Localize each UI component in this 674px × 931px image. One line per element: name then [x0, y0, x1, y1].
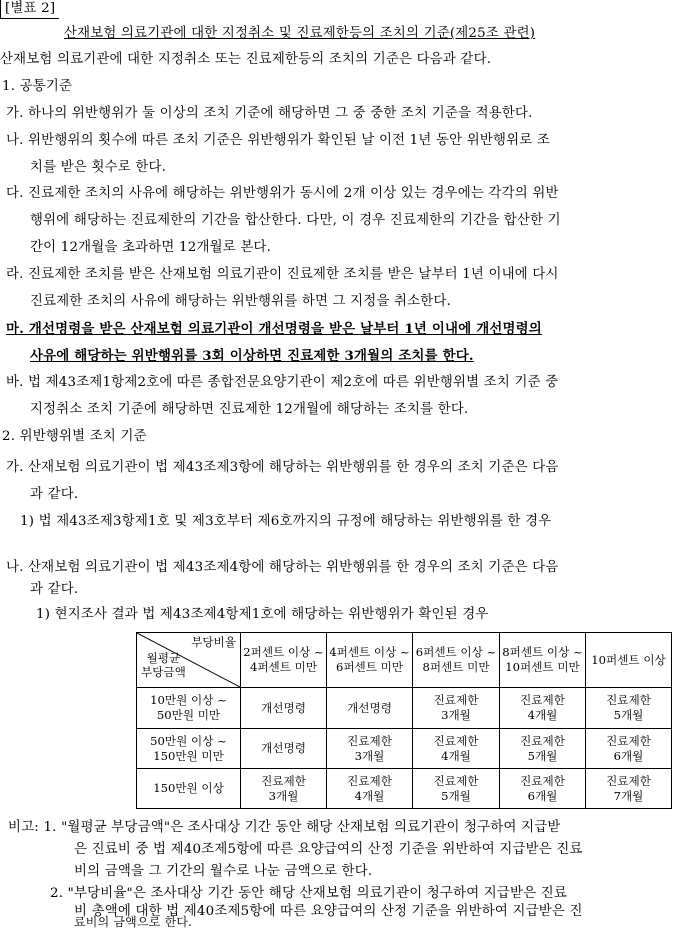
section-1-heading: 1. 공통기준 [2, 79, 73, 94]
corner-label-ratio: 부당비율 [191, 635, 236, 649]
col-header: 10퍼센트 이상 [586, 633, 672, 688]
table-header-row [137, 633, 672, 688]
table-row [137, 688, 672, 729]
clause-2-na-line-2: 과 같다. [30, 582, 79, 597]
clause-1-ma-line-1: 마. 개선명령을 받은 산재보험 의료기관이 개선명령을 받은 날부터 1년 이내에 개선명령의 [6, 321, 542, 337]
table-cell: 진료제한 5개월 [586, 688, 672, 729]
table-cell: 진료제한 7개월 [586, 769, 672, 809]
table-cell: 진료제한 5개월 [500, 729, 586, 769]
clause-2-na-line-1: 나. 산재보험 의료기관이 법 제43조제4항에 해당하는 위반행위를 한 경우의 조치 기준은 다음 [6, 560, 559, 575]
clause-1-ba-line-1: 바. 법 제43조제1항제2호에 따른 종합전문요양기관이 제2호에 따른 위반행위별 조치 기준 중 [6, 375, 559, 390]
intro-paragraph: 산재보험 의료기관에 대한 지정취소 또는 진료제한등의 조치의 기준은 다음과 같다. [0, 52, 492, 67]
note-2-line-3: 료비의 금액으로 한다. [74, 915, 193, 929]
table-cell: 진료제한 3개월 [327, 729, 413, 769]
clause-1-ma-line-2: 사유에 해당하는 위반행위를 3회 이상하면 진료제한 3개월의 조치를 한다. [30, 348, 474, 364]
clause-1-na-line-1: 나. 위반행위의 횟수에 따른 조치 기준은 위반행위가 확인된 날 이전 1년 동안 위반행위로 조 [6, 133, 550, 148]
clause-1-ra-line-1: 라. 진료제한 조치를 받은 산재보험 의료기관이 진료제한 조치를 받은 날부터 1년 이내에 다시 [6, 267, 559, 282]
clause-1-da-line-1: 다. 진료제한 조치의 사유에 해당하는 위반행위가 동시에 2개 이상 있는 경우에는 각각의 위반 [6, 186, 559, 201]
col-header: 6퍼센트 이상 ~ 8퍼센트 미만 [413, 633, 500, 688]
corner-label-amount: 월평균 부당금액 [141, 651, 186, 679]
clause-1-da-line-3: 간이 12개월을 초과하면 12개월로 본다. [30, 240, 272, 255]
clause-1-da-line-2: 행위에 해당하는 진료제한의 기간을 합산한다. 다만, 이 경우 진료제한의 기간을 합산한 기 [30, 213, 561, 228]
note-1-line-2: 은 진료비 중 법 제40조제5항에 따른 요양급여의 산정 기준을 위반하여 지급받은 진료 [74, 842, 583, 857]
table-corner-cell [137, 633, 241, 688]
table-cell: 진료제한 3개월 [241, 769, 327, 809]
clause-2-ga-line-1: 가. 산재보험 의료기관이 법 제43조제3항에 해당하는 위반행위를 한 경우의 조치 기준은 다음 [6, 460, 559, 475]
note-2-line-2: 비 총액에 대한 법 제40조제5항에 따른 요양급여의 산정 기준을 위반하여 지급받은 진 [74, 904, 583, 919]
table-cell: 진료제한 4개월 [413, 729, 500, 769]
section-2-heading: 2. 위반행위별 조치 기준 [2, 429, 147, 444]
clause-1-ra-line-2: 진료제한 조치의 사유에 해당하는 위반행위를 하면 그 지정을 취소한다. [30, 294, 452, 309]
note-2-line-1: 2. "부당비율"은 조사대상 기간 동안 해당 산재보험 의료기관이 청구하여 지급받은 진료 [50, 886, 568, 901]
table-cell: 진료제한 5개월 [413, 769, 500, 809]
clause-1-ba-line-2: 지정취소 조치 기준에 해당하면 진료제한 12개월에 해당하는 조치를 한다. [30, 402, 469, 417]
col-header: 8퍼센트 이상 ~ 10퍼센트 미만 [500, 633, 586, 688]
row-label: 50만원 이상 ~ 150만원 미만 [137, 729, 241, 769]
col-header: 2퍼센트 이상 ~ 4퍼센트 미만 [241, 633, 327, 688]
col-header: 4퍼센트 이상 ~ 6퍼센트 미만 [327, 633, 413, 688]
clause-2-ga-sub: 1) 법 제43조제3항제1호 및 제3호부터 제6호까지의 규정에 해당하는 위반행위를 한 경우 [20, 514, 552, 529]
table-row [137, 769, 672, 809]
table-cell: 개선명령 [241, 688, 327, 729]
table-row [137, 729, 672, 769]
table-cell: 진료제한 4개월 [500, 688, 586, 729]
table-cell: 개선명령 [327, 688, 413, 729]
table-cell: 진료제한 4개월 [327, 769, 413, 809]
clause-2-na-sub: 1) 현지조사 결과 법 제43조제4항제1호에 해당하는 위반행위가 확인된 경우 [36, 607, 489, 622]
clause-1-ga: 가. 하나의 위반행위가 둘 이상의 조치 기준에 해당하면 그 중 중한 조치 기준을 적용한다. [6, 106, 533, 121]
document-title: 산재보험 의료기관에 대한 지정취소 및 진료제한등의 조치의 기준(제25조 관련) [64, 26, 536, 41]
note-1-line-1: 비고: 1. "월평균 부당금액"은 조사대상 기간 동안 해당 산재보험 의료기관이 청구하여 지급받 [8, 820, 561, 835]
table-cell: 개선명령 [241, 729, 327, 769]
table-cell: 진료제한 6개월 [500, 769, 586, 809]
clause-1-na-line-2: 치를 받은 횟수로 한다. [30, 160, 167, 175]
table-cell: 진료제한 6개월 [586, 729, 672, 769]
table-cell: 진료제한 3개월 [413, 688, 500, 729]
row-label: 150만원 이상 [137, 769, 241, 809]
measure-table [136, 632, 672, 809]
appendix-tag: [별표 2] [0, 0, 59, 19]
row-label: 10만원 이상 ~ 50만원 미만 [137, 688, 241, 729]
clause-2-ga-line-2: 과 같다. [30, 487, 79, 502]
note-1-line-3: 비의 금액을 그 기간의 월수로 나눈 금액으로 한다. [74, 864, 373, 879]
